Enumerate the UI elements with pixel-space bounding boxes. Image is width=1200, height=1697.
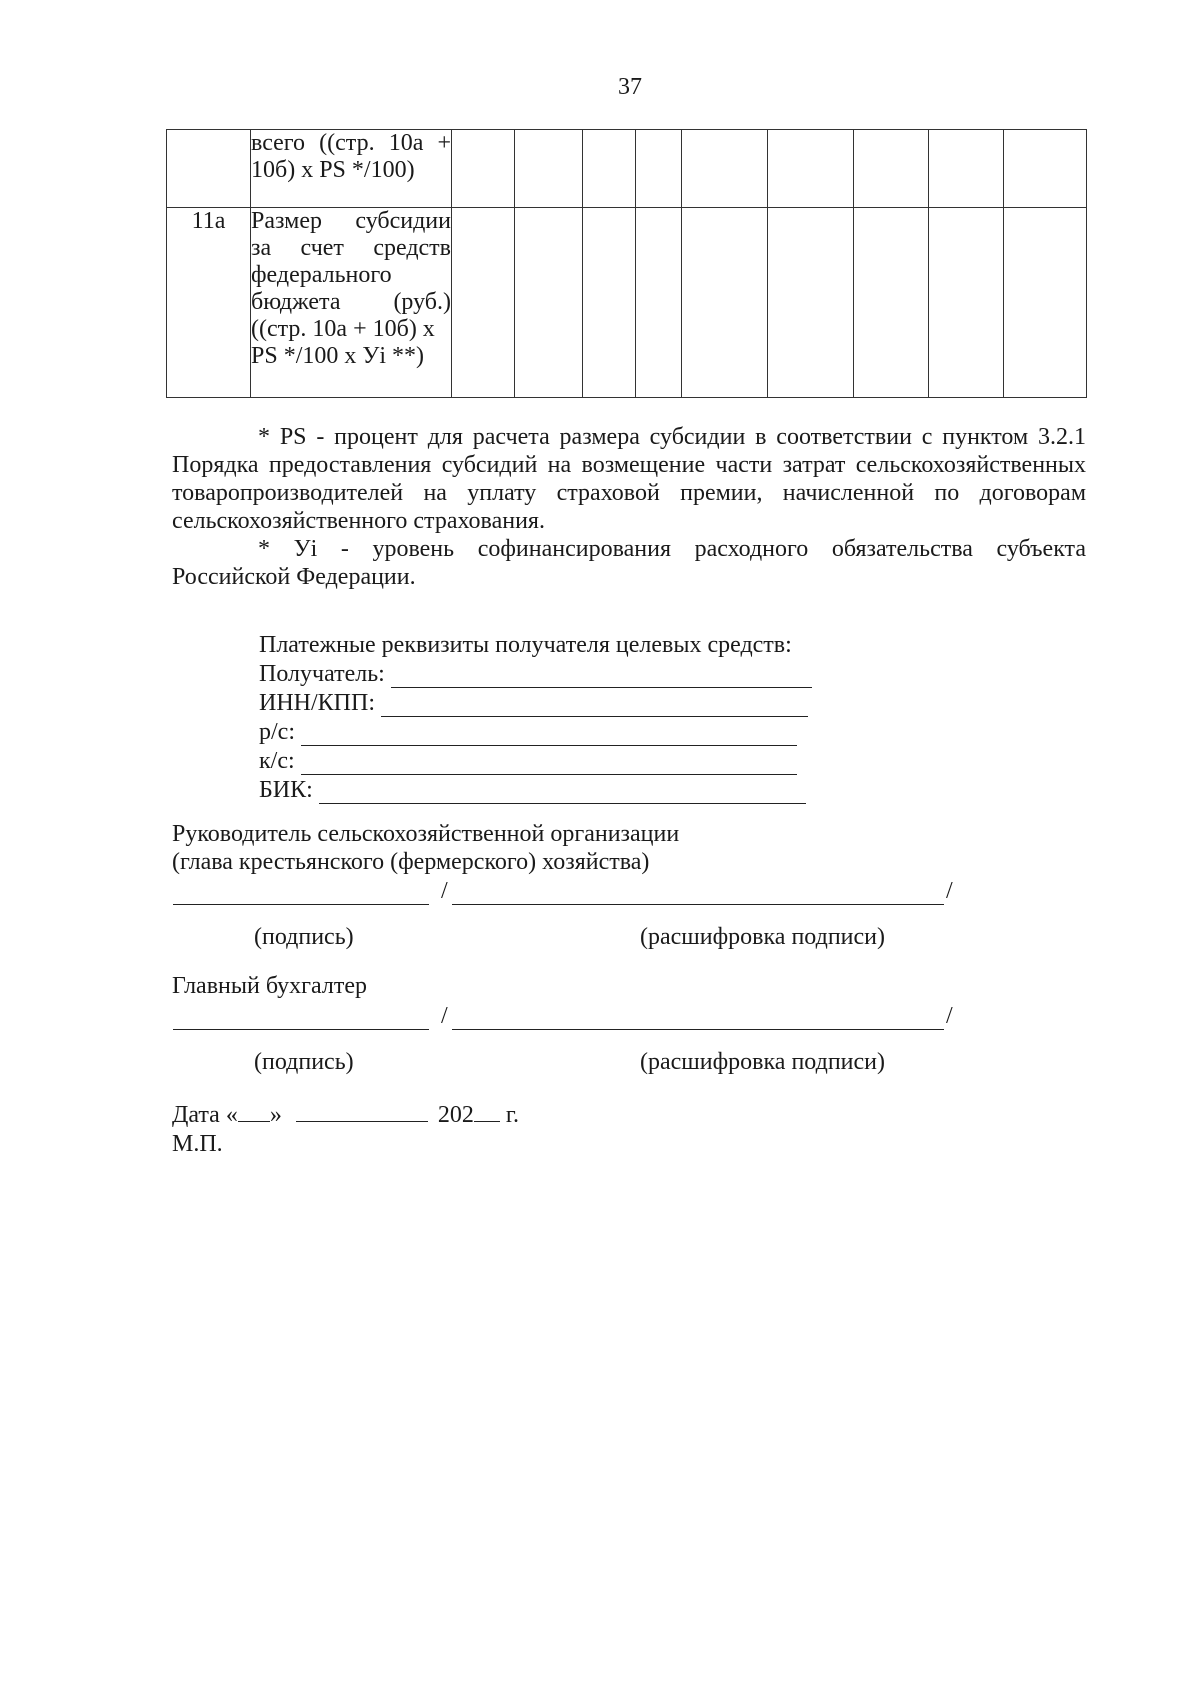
date-year-suffix: г. (505, 1102, 519, 1128)
row-description-cell (251, 130, 452, 208)
date-day-field[interactable] (238, 1101, 270, 1122)
accountant-decode-line[interactable] (452, 1029, 944, 1030)
footnotes (172, 423, 1086, 591)
description-line: федерального (251, 262, 392, 288)
stamp-placeholder: М.П. (172, 1131, 223, 1157)
description-line: 10б) х PS */100) (251, 157, 415, 183)
accountant-caption-sign: (подпись) (254, 1049, 354, 1075)
subsidy-table (166, 129, 1087, 398)
date-row (172, 1101, 519, 1129)
footnote-yi: * Уi - уровень софинансирования расходного обязательства субъекта Российской Федерации. (172, 536, 1086, 590)
head-title-line1: Руководитель сельскохозяйственной организации (172, 821, 680, 847)
inn-field-line[interactable] (381, 694, 808, 717)
description-line: всего ((стр. 10а + (251, 130, 451, 156)
ks-field-line[interactable] (301, 752, 797, 775)
value-cell (452, 208, 515, 398)
accountant-caption-decode: (расшифровка подписи) (640, 1049, 885, 1075)
row-number-cell: 11а (167, 208, 251, 398)
accountant-title: Главный бухгалтер (172, 973, 367, 999)
value-cell (515, 208, 583, 398)
value-cell (682, 130, 768, 208)
accountant-slash-end: / (946, 1003, 953, 1029)
value-cell (583, 208, 636, 398)
value-cell (929, 130, 1004, 208)
bik-row (259, 775, 819, 804)
table-row (167, 208, 1087, 398)
description-line: ((стр. 10а + 10б) х (251, 316, 435, 342)
value-cell (929, 208, 1004, 398)
date-month-field[interactable] (296, 1101, 428, 1122)
value-cell (515, 130, 583, 208)
rs-label: р/с: (259, 719, 295, 745)
value-cell (583, 130, 636, 208)
head-decode-line[interactable] (452, 904, 944, 905)
value-cell (1004, 208, 1087, 398)
row-description-cell (251, 208, 452, 398)
head-slash-mid: / (441, 878, 448, 904)
inn-row (259, 688, 819, 717)
payment-requisites (259, 630, 819, 804)
value-cell (768, 208, 854, 398)
head-slash-end: / (946, 878, 953, 904)
value-cell (636, 130, 682, 208)
row-number-cell (167, 130, 251, 208)
footnote-ps: * PS - процент для расчета размера субсидии в соответствии с пунктом 3.2.1 Порядка предоставления субсидий на возмещение части затрат сельскохозяйственных товаропроизводителей на уплату страховой премии, начисленной по договорам сельскохозяйственного страхования. (172, 424, 1086, 534)
accountant-slash-mid: / (441, 1003, 448, 1029)
value-cell (854, 208, 929, 398)
description-line: бюджета (руб.) (251, 289, 451, 315)
description-line: PS */100 х Уi **) (251, 343, 425, 369)
table-row (167, 130, 1087, 208)
head-title (172, 820, 679, 876)
description-line: за счет средств (251, 235, 451, 261)
rs-field-line[interactable] (301, 723, 797, 746)
head-signature-line[interactable] (173, 904, 429, 905)
rs-row (259, 717, 819, 746)
value-cell (1004, 130, 1087, 208)
ks-row (259, 746, 819, 775)
date-year-prefix: 202 (437, 1102, 474, 1128)
recipient-row (259, 659, 819, 688)
head-title-line2: (глава крестьянского (фермерского) хозяйства) (172, 849, 650, 875)
recipient-label: Получатель: (259, 661, 385, 687)
value-cell (636, 208, 682, 398)
accountant-signature-line[interactable] (173, 1029, 429, 1030)
date-prefix: Дата « (172, 1102, 238, 1128)
date-year-field[interactable] (474, 1101, 500, 1122)
date-quote-close: » (269, 1102, 282, 1128)
value-cell (854, 130, 929, 208)
value-cell (768, 130, 854, 208)
inn-label: ИНН/КПП: (259, 690, 376, 716)
ks-label: к/с: (259, 748, 295, 774)
value-cell (682, 208, 768, 398)
value-cell (452, 130, 515, 208)
description-line: Размер субсидии (251, 208, 451, 234)
bik-label: БИК: (259, 777, 313, 803)
page-number: 37 (618, 74, 642, 100)
head-caption-decode: (расшифровка подписи) (640, 924, 885, 950)
requisites-heading: Платежные реквизиты получателя целевых средств: (259, 632, 792, 658)
head-caption-sign: (подпись) (254, 924, 354, 950)
bik-field-line[interactable] (319, 781, 806, 804)
recipient-field-line[interactable] (391, 665, 812, 688)
